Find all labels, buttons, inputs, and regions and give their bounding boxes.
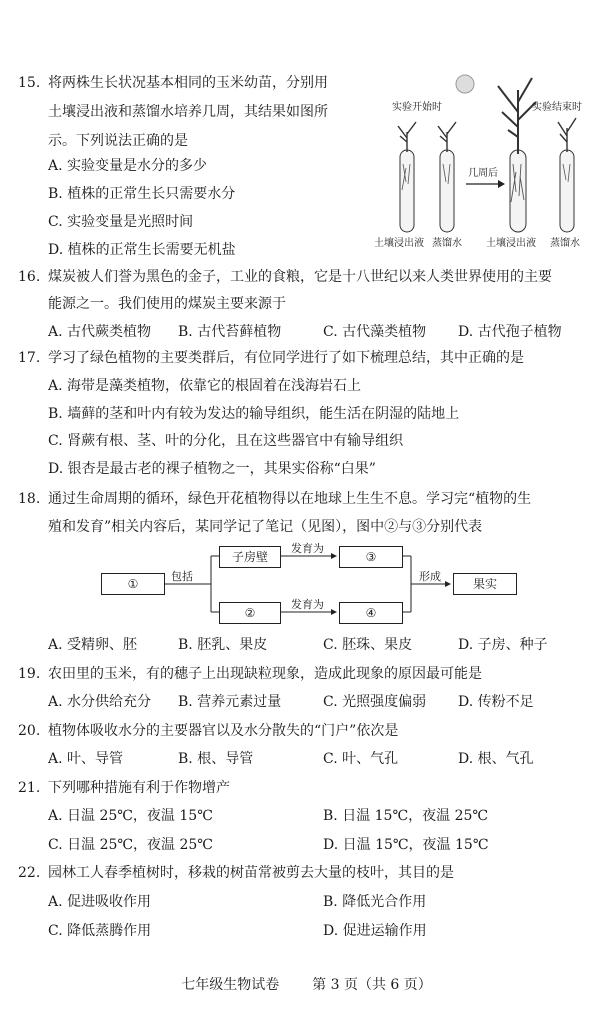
tube-label: 土壤浸出液	[374, 238, 424, 249]
diagram-box-4: ④	[339, 602, 403, 624]
question-stem-line: 示。下列说法正确的是	[48, 133, 188, 149]
diagram-box-1: ①	[101, 573, 165, 595]
option-b: B. 根、导管	[178, 751, 254, 767]
option-a: A. 叶、导管	[48, 751, 124, 767]
question-stem-line: 植物体吸收水分的主要器官以及水分散失的“门户”依次是	[48, 723, 399, 739]
option-d: D. 促进运输作用	[323, 923, 427, 939]
tube-label: 土壤浸出液	[486, 238, 536, 249]
question-stem-line: 殖和发育”相关内容后，某同学记了笔记（见图），图中②与③分别代表	[48, 519, 483, 535]
option-b: B. 胚乳、果皮	[178, 637, 268, 653]
question-number: 15.	[18, 75, 41, 91]
option-b: B. 日温 15℃，夜温 25℃	[323, 808, 489, 824]
option-b: B. 古代苔藓植物	[178, 324, 282, 340]
start-label: 实验开始时	[392, 102, 442, 113]
option-d: D. 植株的正常生长需要无机盐	[48, 242, 236, 258]
option-b: B. 降低光合作用	[323, 894, 427, 910]
develop-label: 发育为	[291, 542, 324, 555]
question-number: 22.	[18, 865, 41, 881]
diagram-box-3: ③	[339, 546, 403, 568]
form-label: 形成	[419, 570, 441, 583]
question-stem-line: 下列哪种措施有利于作物增产	[48, 780, 230, 796]
option-a: A. 海带是藻类植物，依靠它的根固着在浅海岩石上	[48, 378, 362, 394]
question-number: 17.	[18, 350, 41, 366]
option-d: D. 根、气孔	[458, 751, 534, 767]
question-number: 18.	[18, 491, 41, 507]
page-footer	[0, 974, 613, 994]
option-b: B. 墙藓的茎和叶内有较为发达的输导组织，能生活在阴湿的陆地上	[48, 406, 460, 422]
option-c: C. 降低蒸腾作用	[48, 923, 152, 939]
tube-label: 蒸馏水	[550, 238, 580, 249]
question-stem-line: 通过生命周期的循环，绿色开花植物得以在地球上生生不息。学习完“植物的生	[48, 491, 532, 507]
question-number: 19.	[18, 666, 41, 682]
option-a: A. 水分供给充分	[48, 694, 152, 710]
option-d: D. 传粉不足	[458, 694, 534, 710]
option-b: B. 营养元素过量	[178, 694, 282, 710]
include-label: 包括	[171, 570, 193, 583]
question-stem-line: 能源之一。我们使用的煤炭主要来源于	[48, 296, 286, 312]
question-stem-line: 土壤浸出液和蒸馏水培养几周，其结果如图所	[48, 104, 328, 120]
question-number: 21.	[18, 780, 41, 796]
footer-page-number: 第 3 页（共 6 页）	[312, 977, 432, 993]
option-a: A. 受精卵、胚	[48, 637, 138, 653]
option-c: C. 日温 25℃，夜温 25℃	[48, 837, 213, 853]
fruit-box: 果实	[453, 573, 517, 595]
flow-diagram	[95, 540, 535, 630]
develop-label: 发育为	[291, 598, 324, 611]
question-stem-line: 园林工人春季植树时，移栽的树苗常被剪去大量的枝叶，其目的是	[48, 865, 454, 881]
option-d: D. 古代孢子植物	[458, 324, 562, 340]
footer-subject: 七年级生物试卷	[181, 977, 280, 993]
option-c: C. 叶、气孔	[323, 751, 399, 767]
question-stem-line: 学习了绿色植物的主要类群后，有位同学进行了如下梳理总结，其中正确的是	[48, 350, 524, 366]
option-c: C. 实验变量是光照时间	[48, 214, 194, 230]
option-a: A. 促进吸收作用	[48, 894, 152, 910]
option-d: D. 子房、种子	[458, 637, 548, 653]
question-stem-line: 农田里的玉米，有的穗子上出现缺粒现象，造成此现象的原因最可能是	[48, 666, 482, 682]
arrow-label: 几周后	[468, 168, 498, 179]
option-c: C. 光照强度偏弱	[323, 694, 427, 710]
ovary-wall-box: 子房壁	[219, 546, 281, 568]
question-number: 16.	[18, 269, 41, 285]
option-c: C. 古代藻类植物	[323, 324, 427, 340]
option-a: A. 实验变量是水分的多少	[48, 158, 208, 174]
option-a: A. 日温 25℃，夜温 15℃	[48, 808, 213, 824]
option-a: A. 古代蕨类植物	[48, 324, 152, 340]
option-c: C. 胚珠、果皮	[323, 637, 413, 653]
diagram-box-2: ②	[219, 602, 281, 624]
corn-seedling-figure	[370, 72, 600, 252]
end-label: 实验结束时	[532, 102, 582, 113]
option-d: D. 日温 15℃，夜温 15℃	[323, 837, 489, 853]
question-stem-line: 将两株生长状况基本相同的玉米幼苗，分别用	[48, 75, 328, 91]
option-b: B. 植株的正常生长只需要水分	[48, 186, 236, 202]
tube-label: 蒸馏水	[432, 238, 462, 249]
question-stem-line: 煤炭被人们誉为黑色的金子，工业的食粮，它是十八世纪以来人类世界使用的主要	[48, 269, 552, 285]
option-d: D. 银杏是最古老的裸子植物之一，其果实俗称“白果”	[48, 461, 376, 477]
option-c: C. 肾蕨有根、茎、叶的分化，且在这些器官中有输导组织	[48, 433, 404, 449]
question-number: 20.	[18, 723, 41, 739]
